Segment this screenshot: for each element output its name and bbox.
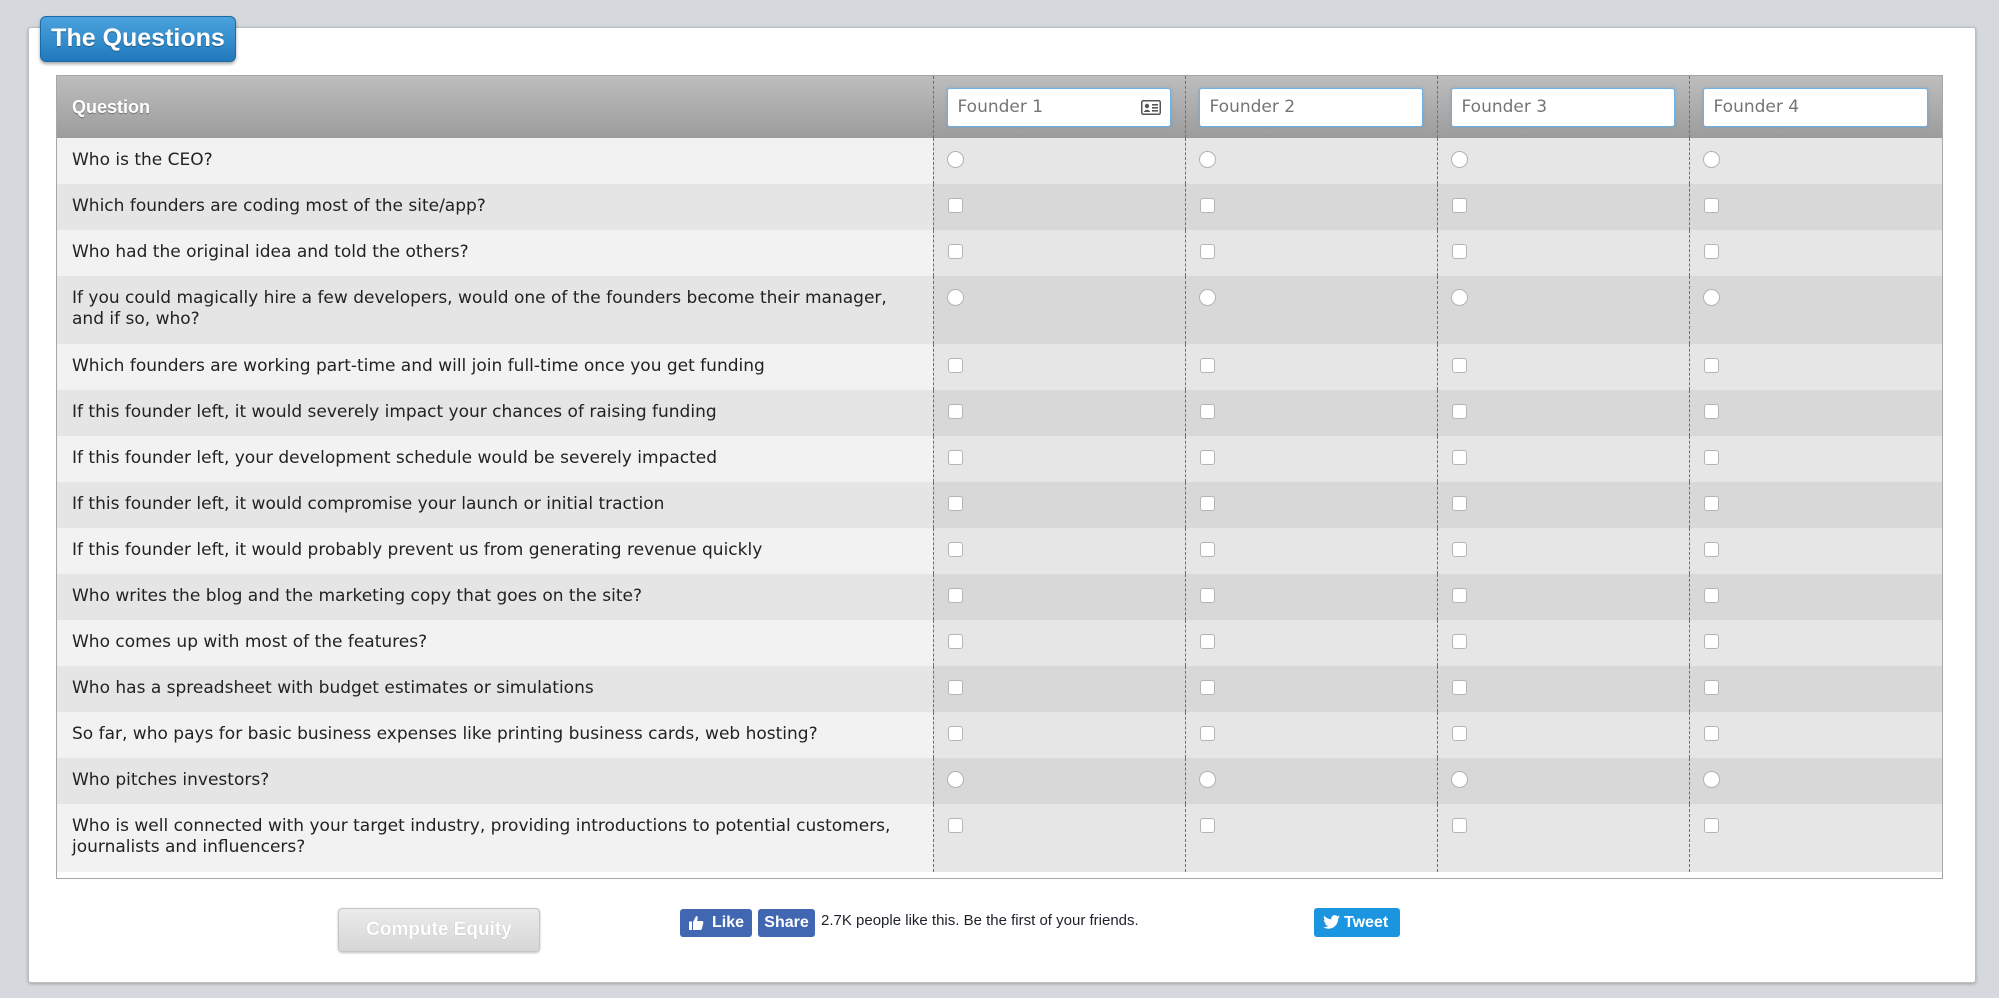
answer-cell [1689,620,1942,666]
founder-2-radio[interactable] [1199,151,1216,168]
question-text: If you could magically hire a few developers, would one of the founders become their manager, and if so, who? [57,276,933,344]
founder-3-radio[interactable] [1451,771,1468,788]
answer-cell [1437,620,1689,666]
answer-cell [1437,712,1689,758]
answer-cell [1185,436,1437,482]
answer-cell [1437,230,1689,276]
answer-cell [1437,804,1689,872]
answer-cell [1689,138,1942,184]
answer-cell [933,276,1185,344]
table-row [57,804,1942,872]
answer-cell [1185,666,1437,712]
answer-cell [1437,666,1689,712]
answer-cell [933,804,1185,872]
question-text: Which founders are coding most of the site/app? [57,184,933,230]
answer-cell [1185,276,1437,344]
founder-4-checkbox[interactable] [1704,496,1719,511]
question-text: Which founders are working part-time and will join full-time once you get funding [57,344,933,390]
founder-2-checkbox[interactable] [1200,726,1215,741]
founder-4-checkbox[interactable] [1704,244,1719,259]
founder-4-checkbox[interactable] [1704,680,1719,695]
answer-cell [1437,528,1689,574]
twitter-bird-icon [1323,915,1340,929]
question-text: Who pitches investors? [57,758,933,804]
answer-cell [1185,574,1437,620]
founder-4-radio[interactable] [1703,771,1720,788]
answer-cell [1689,574,1942,620]
founder-1-checkbox[interactable] [948,496,963,511]
founder-2-checkbox[interactable] [1200,244,1215,259]
question-rows [57,138,1942,872]
founder-1-checkbox[interactable] [948,358,963,373]
founder-3-radio[interactable] [1451,289,1468,306]
question-text: Who has a spreadsheet with budget estimates or simulations [57,666,933,712]
founder-1-checkbox[interactable] [948,404,963,419]
contact-card-icon[interactable] [1141,100,1161,115]
answer-cell [933,758,1185,804]
answer-cell [1185,230,1437,276]
founder-4-checkbox[interactable] [1704,818,1719,833]
section-title-tab: The Questions [40,16,236,62]
answer-cell [933,712,1185,758]
answer-cell [1437,390,1689,436]
table-row [57,574,1942,620]
answer-cell [1185,344,1437,390]
founder-1-radio[interactable] [947,151,964,168]
answer-cell [1689,184,1942,230]
founder-3-checkbox[interactable] [1452,404,1467,419]
answer-cell [1437,138,1689,184]
answer-cell [1185,138,1437,184]
founder-2-checkbox[interactable] [1200,680,1215,695]
answer-cell [933,230,1185,276]
answer-cell [1185,184,1437,230]
founder-2-checkbox[interactable] [1200,588,1215,603]
table-row [57,390,1942,436]
question-text: So far, who pays for basic business expenses like printing business cards, web hosting? [57,712,933,758]
thumbs-up-icon [688,915,704,931]
founder-3-checkbox[interactable] [1452,450,1467,465]
founder-2-radio[interactable] [1199,771,1216,788]
table-row [57,230,1942,276]
question-text: If this founder left, your development schedule would be severely impacted [57,436,933,482]
answer-cell [933,390,1185,436]
answer-cell [933,138,1185,184]
founder-2-checkbox[interactable] [1200,634,1215,649]
founder-1-checkbox[interactable] [948,198,963,213]
answer-cell [1689,482,1942,528]
founder-2-checkbox[interactable] [1200,198,1215,213]
answer-cell [1689,758,1942,804]
answer-cell [933,482,1185,528]
answer-cell [1437,758,1689,804]
founder-2-checkbox[interactable] [1200,358,1215,373]
answer-cell [1437,436,1689,482]
answer-cell [933,666,1185,712]
founder-3-checkbox[interactable] [1452,818,1467,833]
founder-3-checkbox[interactable] [1452,634,1467,649]
founder-2-checkbox[interactable] [1200,404,1215,419]
table-row [57,184,1942,230]
table-header-row [57,76,1942,138]
facebook-like-label: Like [712,914,745,931]
table-row [57,712,1942,758]
founder-1-checkbox[interactable] [948,588,963,603]
answer-cell [933,436,1185,482]
table-row [57,344,1942,390]
question-text: Who is well connected with your target industry, providing introductions to potential customers, journalists and influencers? [57,804,933,872]
answer-cell [1185,482,1437,528]
founder-4-name-input[interactable] [1703,88,1929,127]
founder-2-name-input[interactable] [1199,88,1423,127]
founder-4-checkbox[interactable] [1704,542,1719,557]
questions-grid [56,75,1943,879]
founder-3-checkbox[interactable] [1452,680,1467,695]
question-text: If this founder left, it would compromise your launch or initial traction [57,482,933,528]
founder-4-checkbox[interactable] [1704,358,1719,373]
answer-cell [1185,804,1437,872]
table-row [57,620,1942,666]
table-row [57,482,1942,528]
question-text: If this founder left, it would probably prevent us from generating revenue quickly [57,528,933,574]
questions-table [57,76,1942,872]
table-row [57,758,1942,804]
tweet-label: Tweet [1344,914,1389,931]
question-text: Who is the CEO? [57,138,933,184]
founder-1-radio[interactable] [947,771,964,788]
founder-3-checkbox[interactable] [1452,358,1467,373]
founder-4-radio[interactable] [1703,151,1720,168]
answer-cell [1689,276,1942,344]
answer-cell [933,344,1185,390]
question-text: Who comes up with most of the features? [57,620,933,666]
question-column-header: Question [72,96,151,117]
answer-cell [1437,184,1689,230]
answer-cell [1437,276,1689,344]
answer-cell [933,528,1185,574]
founder-column-header [1689,76,1942,138]
founder-4-radio[interactable] [1703,289,1720,306]
founder-3-name-input[interactable] [1451,88,1675,127]
founder-column-header [1437,76,1689,138]
founder-1-radio[interactable] [947,289,964,306]
founder-column-header [1185,76,1437,138]
table-row [57,276,1942,344]
founder-4-checkbox[interactable] [1704,198,1719,213]
table-row [57,436,1942,482]
answer-cell [1437,482,1689,528]
answer-cell [1689,528,1942,574]
answer-cell [1185,712,1437,758]
founder-1-checkbox[interactable] [948,542,963,557]
founder-2-checkbox[interactable] [1200,542,1215,557]
answer-cell [1185,390,1437,436]
founder-4-checkbox[interactable] [1704,634,1719,649]
answer-cell [1689,344,1942,390]
answer-cell [933,574,1185,620]
founder-1-checkbox[interactable] [948,634,963,649]
founder-3-checkbox[interactable] [1452,542,1467,557]
question-text: Who writes the blog and the marketing copy that goes on the site? [57,574,933,620]
founder-column-header [933,76,1185,138]
founder-1-checkbox[interactable] [948,244,963,259]
question-text: Who had the original idea and told the others? [57,230,933,276]
founder-2-checkbox[interactable] [1200,818,1215,833]
founder-2-radio[interactable] [1199,289,1216,306]
answer-cell [1689,390,1942,436]
founder-4-checkbox[interactable] [1704,404,1719,419]
founder-2-checkbox[interactable] [1200,450,1215,465]
answer-cell [1689,804,1942,872]
founder-4-checkbox[interactable] [1704,450,1719,465]
answer-cell [1689,666,1942,712]
facebook-social-text: 2.7K people like this. Be the first of your friends. [821,912,1139,929]
tweet-button[interactable] [1314,908,1400,937]
founder-1-checkbox[interactable] [948,818,963,833]
founder-4-checkbox[interactable] [1704,726,1719,741]
founder-3-radio[interactable] [1451,151,1468,168]
founder-3-checkbox[interactable] [1452,588,1467,603]
founder-3-checkbox[interactable] [1452,726,1467,741]
answer-cell [1689,712,1942,758]
answer-cell [933,184,1185,230]
answer-cell [1185,528,1437,574]
question-text: If this founder left, it would severely impact your chances of raising funding [57,390,933,436]
founder-3-checkbox[interactable] [1452,244,1467,259]
table-row [57,138,1942,184]
answer-cell [1437,344,1689,390]
compute-equity-button[interactable]: Compute Equity [338,908,540,952]
table-row [57,666,1942,712]
founder-1-checkbox[interactable] [948,680,963,695]
founder-3-checkbox[interactable] [1452,198,1467,213]
founder-1-name-input[interactable] [947,88,1171,127]
answer-cell [933,620,1185,666]
facebook-share-button[interactable]: Share [758,909,815,937]
table-row [57,528,1942,574]
answer-cell [1437,574,1689,620]
answer-cell [1185,620,1437,666]
founder-1-checkbox[interactable] [948,726,963,741]
answer-cell [1689,436,1942,482]
founder-2-checkbox[interactable] [1200,496,1215,511]
facebook-like-button[interactable] [680,909,752,937]
answer-cell [1689,230,1942,276]
founder-4-checkbox[interactable] [1704,588,1719,603]
founder-3-checkbox[interactable] [1452,496,1467,511]
founder-1-checkbox[interactable] [948,450,963,465]
answer-cell [1185,758,1437,804]
